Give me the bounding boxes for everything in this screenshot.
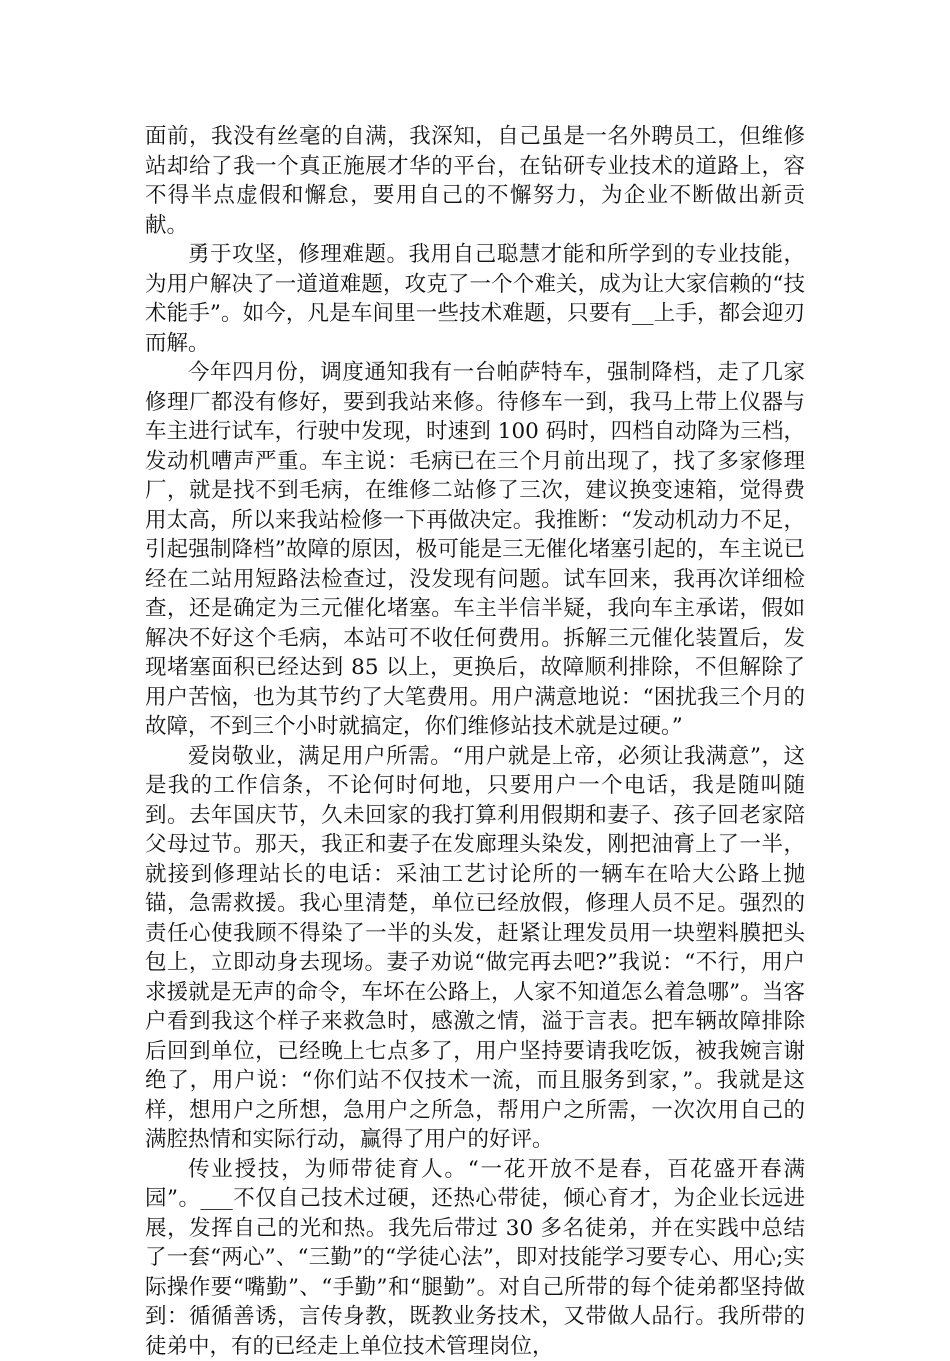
paragraph-tackling-problems: 勇于攻坚，修理难题。我用自己聪慧才能和所学到的专业技能，为用户解决了一道道难题，攻克了一个个难关，成为让大家信赖的“技术能手”。如今，凡是车间里一些技术难题，只要有__上手，都会迎刃而解。 xyxy=(145,240,805,358)
paragraph-mentoring: 传业授技，为师带徒育人。“一花开放不是春，百花盛开春满园”。___不仅自己技术过硬，还热心带徒，倾心育才，为企业长远进展，发挥自己的光和热。我先后带过 30 多名徒弟，并在实践中总结了一套“两心”、“三勤”的“学徒心法”，即对技能学习要专心、用心;实际操作要“嘴勤”、“手勤”和“腿勤”。对自己所带的每个徒弟都坚持做到：循循善诱，言传身教，既教业务技术，又带做人品行。我所带的徒弟中，有的已经走上单位技术管理岗位， xyxy=(145,1155,805,1361)
paragraph-dedication: 爱岗敬业，满足用户所需。“用户就是上帝，必须让我满意”，这是我的工作信条，不论何时何地，只要用户一个电话，我是随叫随到。去年国庆节，久未回家的我打算利用假期和妻子、孩子回老家陪父母过节。那天，我正和妻子在发廊理头染发，刚把油膏上了一半，就接到修理站长的电话：采油工艺讨论所的一辆车在哈大公路上抛锚，急需救援。我心里清楚，单位已经放假，修理人员不足。强烈的责任心使我顾不得染了一半的头发，赶紧让理发员用一块塑料膜把头包上，立即动身去现场。妻子劝说“做完再去吧?”我说：“不行，用户求援就是无声的命令，车坏在公路上，人家不知道怎么着急哪”。当客户看到我这个样子来救急时，感激之情，溢于言表。把车辆故障排除后回到单位，已经晚上七点多了，用户坚持要请我吃饭，被我婉言谢绝了，用户说：“你们站不仅技术一流，而且服务到家，”。我就是这样，想用户之所想，急用户之所急，帮用户之所需，一次次用自己的满腔热情和实际行动，赢得了用户的好评。 xyxy=(145,742,805,1155)
paragraph-passat-repair: 今年四月份，调度通知我有一台帕萨特车，强制降档，走了几家修理厂都没有修好，要到我站来修。待修车一到，我马上带上仪器与车主进行试车，行驶中发现，时速到 100 码时，四档自动降为三档，发动机嘈声严重。车主说：毛病已在三个月前出现了，找了多家修理厂，就是找不到毛病，在维修二站修了三次，建议换变速箱，觉得费用太高，所以来我站检修一下再做决定。我推断：“发动机动力不足，引起强制降档”故障的原因，极可能是三无催化堵塞引起的，车主说已经在二站用短路法检查过，没发现有问题。试车回来，我再次详细检查，还是确定为三元催化堵塞。车主半信半疑，我向车主承诺，假如解决不好这个毛病，本站可不收任何费用。拆解三元催化装置后，发现堵塞面积已经达到 85 以上，更换后，故障顺利排除，不但解除了用户苦恼，也为其节约了大笔费用。用户满意地说：“困扰我三个月的故障，不到三个小时就搞定，你们维修站技术就是过硬。” xyxy=(145,358,805,742)
paragraph-continuation: 面前，我没有丝毫的自满，我深知，自己虽是一名外聘员工，但维修站却给了我一个真正施展才华的平台，在钻研专业技术的道路上，容不得半点虚假和懈怠，要用自己的不懈努力，为企业不断做出新贡献。 xyxy=(145,122,805,240)
document-body xyxy=(145,122,805,1361)
